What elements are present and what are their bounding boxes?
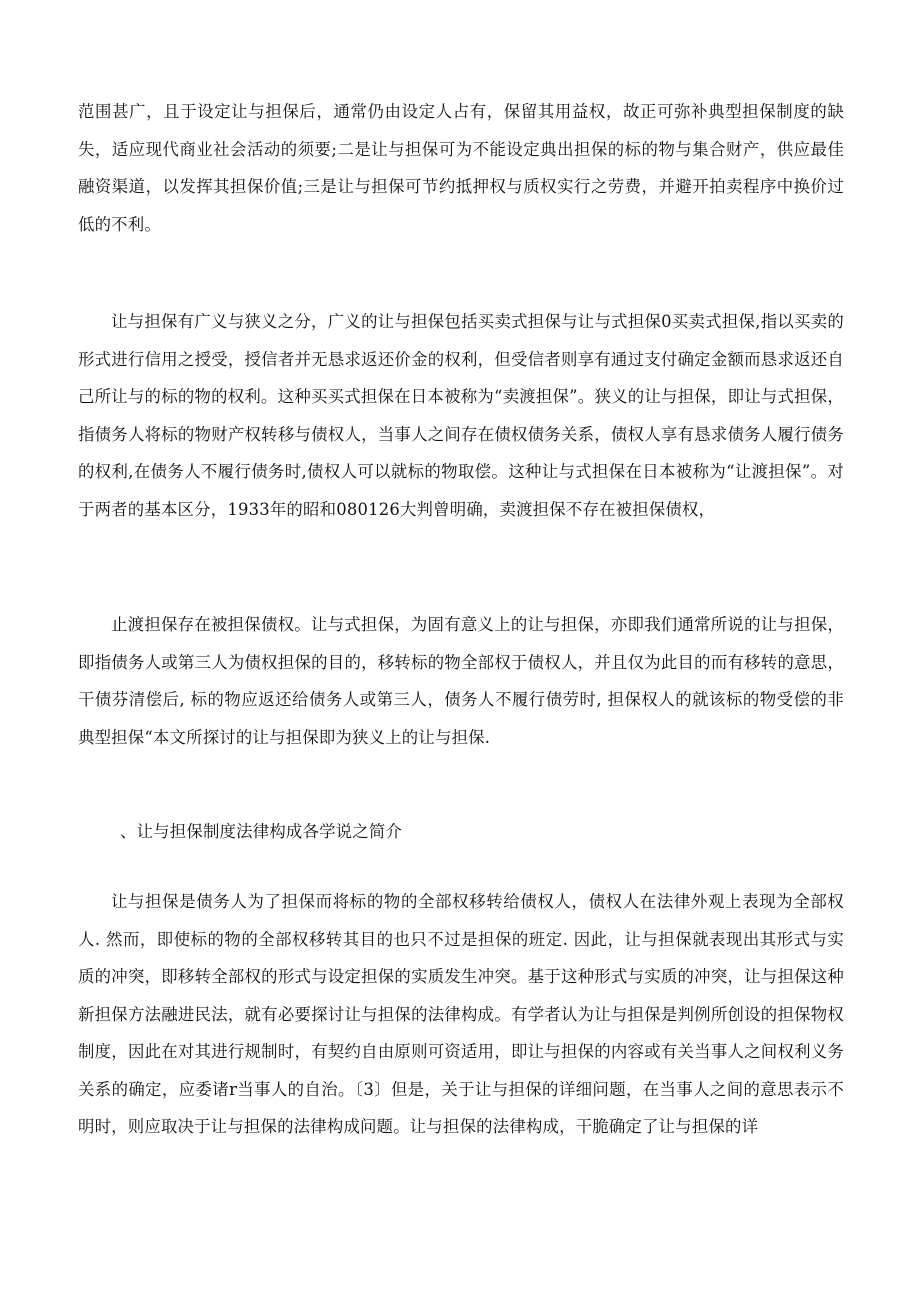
paragraph-2: 让与担保有广义与狭义之分，广义的让与担保包括买卖式担保与让与式担保0买卖式担保,指以买卖的形式进行信用之授受，授信者并无恳求返还价金的权利，但受信者则享有通过支付确定金额而恳求返还自己所让与的标的物的权利。这种买买式担保在日本被称为“卖渡担保”。狭义的让与担保，即让与式担保，指债务人将标的物财产权转移与债权人，当事人之间存在债权债务关系，债权人享有恳求债务人履行债务的权利,在债务人不履行债务时,债权人可以就标的物取偿。这种让与式担保在日本被称为“让渡担保”。对于两者的基本区分，1933年的昭和080126大判曾明确，卖渡担保不存在被担保债权， xyxy=(78,312,844,519)
paragraph-1: 范围甚广，且于设定让与担保后，通常仍由设定人占有，保留其用益权，故正可弥补典型担保制度的缺失，适应现代商业社会活动的须要;二是让与担保可为不能设定典出担保的标的物与集合财产，供应最佳融资渠道，以发挥其担保价值;三是让与担保可节约抵押权与质权实行之劳费，并避开拍卖程序中换价过低的不利。 xyxy=(78,102,844,234)
paragraph-4: 让与担保是债务人为了担保而将标的物的全部权移转给债权人，债权人在法律外观上表现为全部权人. 然而，即使标的物的全部权移转其目的也只不过是担保的班定. 因此，让与担保就表现出其形式与实质的冲突，即移转全部权的形式与设定担保的实质发生冲突。基于这种形式与实质的冲突，让与担保这种新担保方法融进民法，就有必要探讨让与担保的法律构成。有学者认为让与担保是判例所创设的担保物权制度，因此在对其进行规制时，有契约自由原则可资适用，即让与担保的内容或有关当事人之间权利义务关系的确定，应委诸r当事人的自治。〔3〕但是，关于让与担保的详细问题，在当事人之间的意思表示不明时，则应取决于让与担保的法律构成问题。让与担保的法律构成，干脆确定了让与担保的详 xyxy=(78,892,844,1136)
section-heading: 、让与担保制度法律构成各学说之简介 xyxy=(120,822,403,841)
paragraph-3: 止渡担保存在被担保债权。让与式担保，为固有意义上的让与担保，亦即我们通常所说的让与担保，即指债务人或第三人为债权担保的目的，移转标的物全部权于债权人，并且仅为此目的而有移转的意思，干债芬清偿后, 标的物应返还给债务人或第三人，债务人不履行债劳时, 担保权人的就该标的物受偿的非典型担保“本文所探讨的让与担保即为狭义上的让与担保. xyxy=(78,615,844,747)
